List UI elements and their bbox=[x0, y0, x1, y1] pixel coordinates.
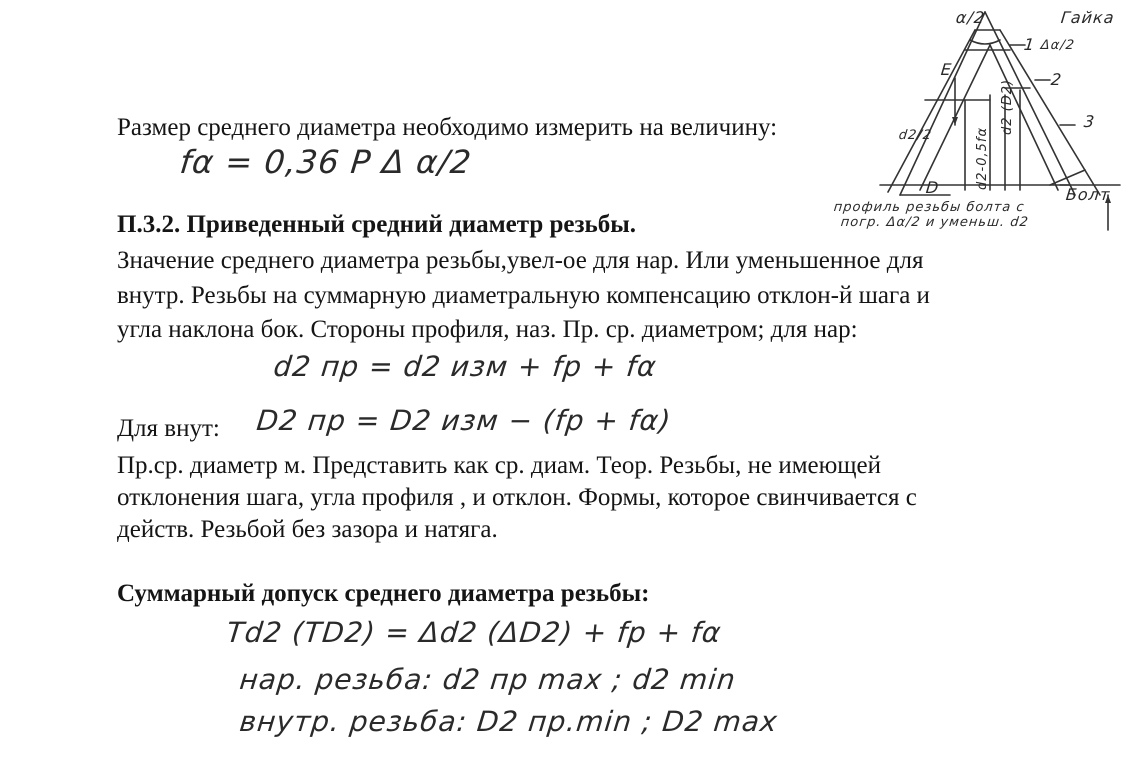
paragraph-2-line-2: отклонения шага, угла профиля , и отклон. Формы, которое свинчивается с bbox=[117, 484, 917, 511]
label-3: 3 bbox=[1083, 112, 1097, 131]
internal-thread-limits: внутр. резьба: D2 пр.min ; D2 max bbox=[238, 705, 780, 738]
label-2: 2 bbox=[1050, 70, 1064, 89]
d2-D2-label: d2 (D2) bbox=[1000, 78, 1015, 135]
sketch-caption-line-1: профиль резьбы болта с bbox=[833, 200, 1026, 215]
paragraph-1-line-3: угла наклона бок. Стороны профиля, наз. Пр. ср. диаметром; для нар: bbox=[117, 316, 858, 343]
nut-label: Гайка bbox=[1060, 8, 1116, 27]
measure-line: Размер среднего диаметра необходимо измерить на величину: bbox=[117, 114, 778, 141]
d2-minus-label: d2-0,5fα bbox=[975, 126, 990, 190]
formula-d2-external: d2 пр = d2 изм + fp + fα bbox=[272, 350, 659, 383]
formula-D2-internal: D2 пр = D2 изм − (fp + fα) bbox=[255, 404, 673, 437]
paragraph-2-line-1: Пр.ср. диаметр м. Представить как ср. диам. Теор. Резьбы, не имеющей bbox=[117, 452, 882, 479]
tolerance-title: Суммарный допуск среднего диаметра резьбы: bbox=[117, 580, 650, 607]
sketch-caption-line-2: погр. Δα/2 и уменьш. d2 bbox=[840, 215, 1030, 230]
formula-f-alpha: fα = 0,36 P Δ α/2 bbox=[178, 143, 474, 181]
external-thread-limits: нар. резьба: d2 пр max ; d2 min bbox=[238, 663, 738, 696]
label-E: E bbox=[940, 60, 954, 79]
internal-label: Для внут: bbox=[117, 415, 220, 442]
paragraph-2-line-3: действ. Резьбой без зазора и натяга. bbox=[117, 516, 498, 543]
paragraph-1-line-2: внутр. Резьбы на суммарную диаметральную компенсацию отклон-й шага и bbox=[117, 282, 930, 309]
delta-alpha-half-label: Δα/2 bbox=[1040, 38, 1076, 53]
nut-profile-line bbox=[900, 12, 985, 195]
label-1: 1 bbox=[1023, 35, 1037, 54]
bolt-label: Болт bbox=[1065, 185, 1112, 204]
label-D: D bbox=[925, 178, 941, 197]
alpha-half-label: α/2 bbox=[955, 8, 987, 27]
section-title: П.3.2. Приведенный средний диаметр резьбы. bbox=[117, 211, 637, 238]
paragraph-1-line-1: Значение среднего диаметра резьбы,увел-ое для нар. Или уменьшенное для bbox=[117, 247, 924, 274]
d2-half-label: d2/2 bbox=[898, 128, 933, 143]
formula-Td2: Td2 (TD2) = Δd2 (ΔD2) + fp + fα bbox=[225, 616, 724, 649]
